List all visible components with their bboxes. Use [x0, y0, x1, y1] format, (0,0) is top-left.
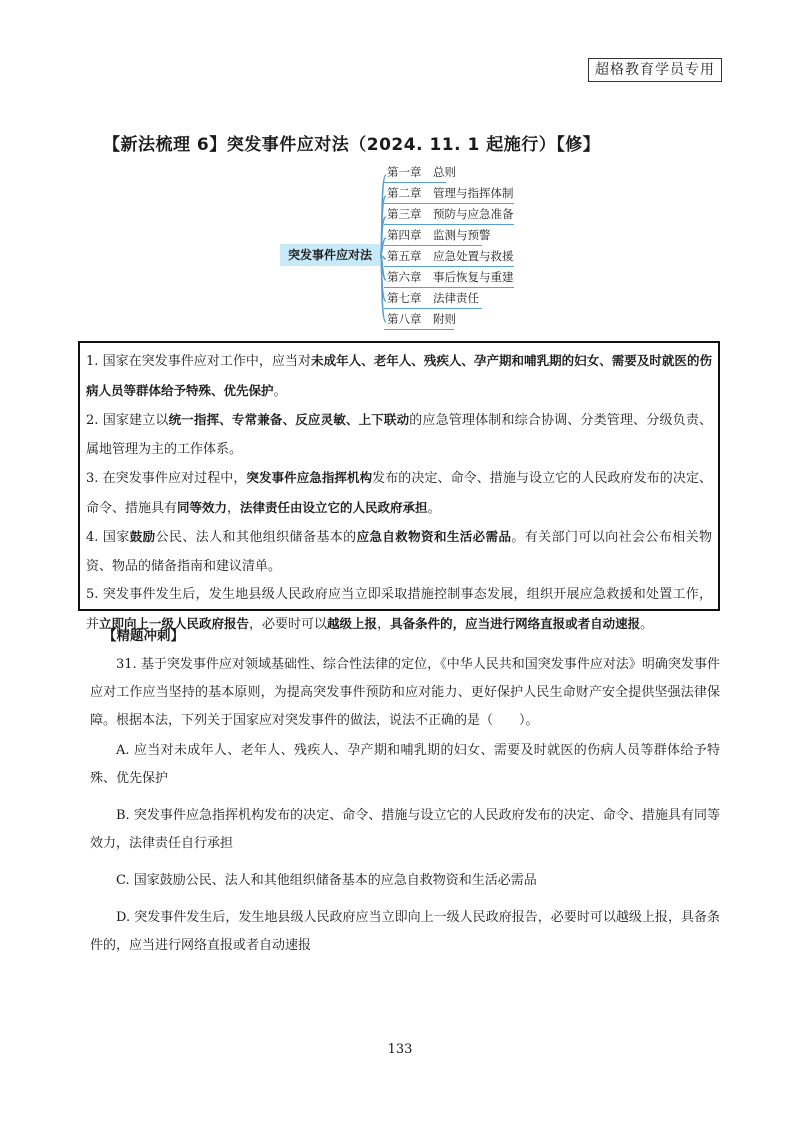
- option-c: C. 国家鼓励公民、法人和其他组织储备基本的应急自救物资和生活必需品: [116, 873, 537, 888]
- mindmap-branch: [384, 268, 514, 288]
- chapter-number: 第五章: [387, 249, 422, 263]
- chapter-number: 第八章: [387, 312, 422, 326]
- drill-title: 【精题冲刺】: [103, 628, 184, 644]
- key-point-4: 4. 国家鼓励公民、法人和其他组织储备基本的应急自救物资和生活必需品。有关部门可以向社会公布相关物资、物品的储备指南和建议清单。: [86, 529, 712, 574]
- chapter-number: 第二章: [387, 186, 422, 200]
- section-title-suffix: 【修】: [556, 135, 601, 155]
- mindmap-branch: [384, 226, 491, 246]
- mindmap-branch: [384, 289, 482, 309]
- chapter-number: 第三章: [387, 207, 422, 221]
- chapter-name: 附则: [433, 312, 456, 326]
- option-d: D. 突发事件发生后，发生地县级人民政府应当立即向上一级人民政府报告，必要时可以越级上报，具备条件的，应当进行网络直报或者自动速报: [90, 910, 720, 953]
- section-title-prefix: 【新法梳理 6】: [103, 135, 227, 155]
- chapter-name: 总则: [433, 165, 456, 179]
- mindmap-root: 突发事件应对法: [280, 244, 380, 266]
- mindmap-branch: [384, 163, 456, 183]
- chapter-number: 第四章: [387, 228, 422, 242]
- section-title: [103, 130, 600, 155]
- mindmap-branch: [384, 205, 514, 225]
- mindmap-branch: [384, 184, 514, 204]
- section-title-main: 突发事件应对法（2024. 11. 1 起施行）: [226, 135, 557, 155]
- question-stem: [90, 651, 720, 735]
- key-point-3: 3. 在突发事件应对过程中，突发事件应急指挥机构发布的决定、命令、措施与设立它的人民政府发布的决定、命令、措施具有同等效力，法律责任由设立它的人民政府承担。: [86, 470, 712, 516]
- mindmap-branch: [384, 310, 454, 330]
- watermark-label: 超格教育学员专用: [588, 58, 722, 82]
- key-points-box: [78, 341, 720, 632]
- chapter-name: 法律责任: [433, 291, 479, 305]
- chapter-number: 第七章: [387, 291, 422, 305]
- chapter-number: 第六章: [387, 270, 422, 284]
- option-a: A. 应当对未成年人、老年人、残疾人、孕产期和哺乳期的妇女、需要及时就医的伤病人员等群体给予特殊、优先保护: [90, 743, 720, 786]
- chapter-number: 第一章: [387, 165, 422, 179]
- answer-options: [90, 737, 720, 969]
- key-point-2: 2. 国家建立以统一指挥、专常兼备、反应灵敏、上下联动的应急管理体制和综合协调、分类管理、分级负责、属地管理为主的工作体系。: [86, 412, 712, 457]
- page-number: 133: [387, 1042, 413, 1057]
- key-point-5: 5. 突发事件发生后，发生地县级人民政府应当立即采取措施控制事态发展，组织开展应急救援和处置工作，并立即向上一级人民政府报告，必要时可以越级上报，具备条件的，应当进行网络直报或者自动速报。: [86, 587, 712, 632]
- chapter-name: 监测与预警: [433, 228, 491, 242]
- question-text: 31. 基于突发事件应对领域基础性、综合性法律的定位，《中华人民共和国突发事件应对法》明确突发事件应对工作应当坚持的基本原则，为提高突发事件预防和应对能力、更好保护人民生命财产安全提供坚强法律保障。根据本法，下列关于国家应对突发事件的做法，说法不正确的是（ ）。: [90, 657, 720, 728]
- chapter-name: 管理与指挥体制: [433, 186, 514, 200]
- chapter-name: 事后恢复与重建: [433, 270, 514, 284]
- option-b: B. 突发事件应急指挥机构发布的决定、命令、措施与设立它的人民政府发布的决定、命令、措施具有同等效力，法律责任自行承担: [90, 808, 720, 851]
- mindmap-branch: [384, 247, 514, 267]
- key-point-1: 1. 国家在突发事件应对工作中，应当对未成年人、老年人、残疾人、孕产期和哺乳期的妇女、需要及时就医的伤病人员等群体给予特殊、优先保护。: [86, 353, 712, 399]
- chapter-name: 应急处置与救援: [433, 249, 514, 263]
- chapter-name: 预防与应急准备: [433, 207, 514, 221]
